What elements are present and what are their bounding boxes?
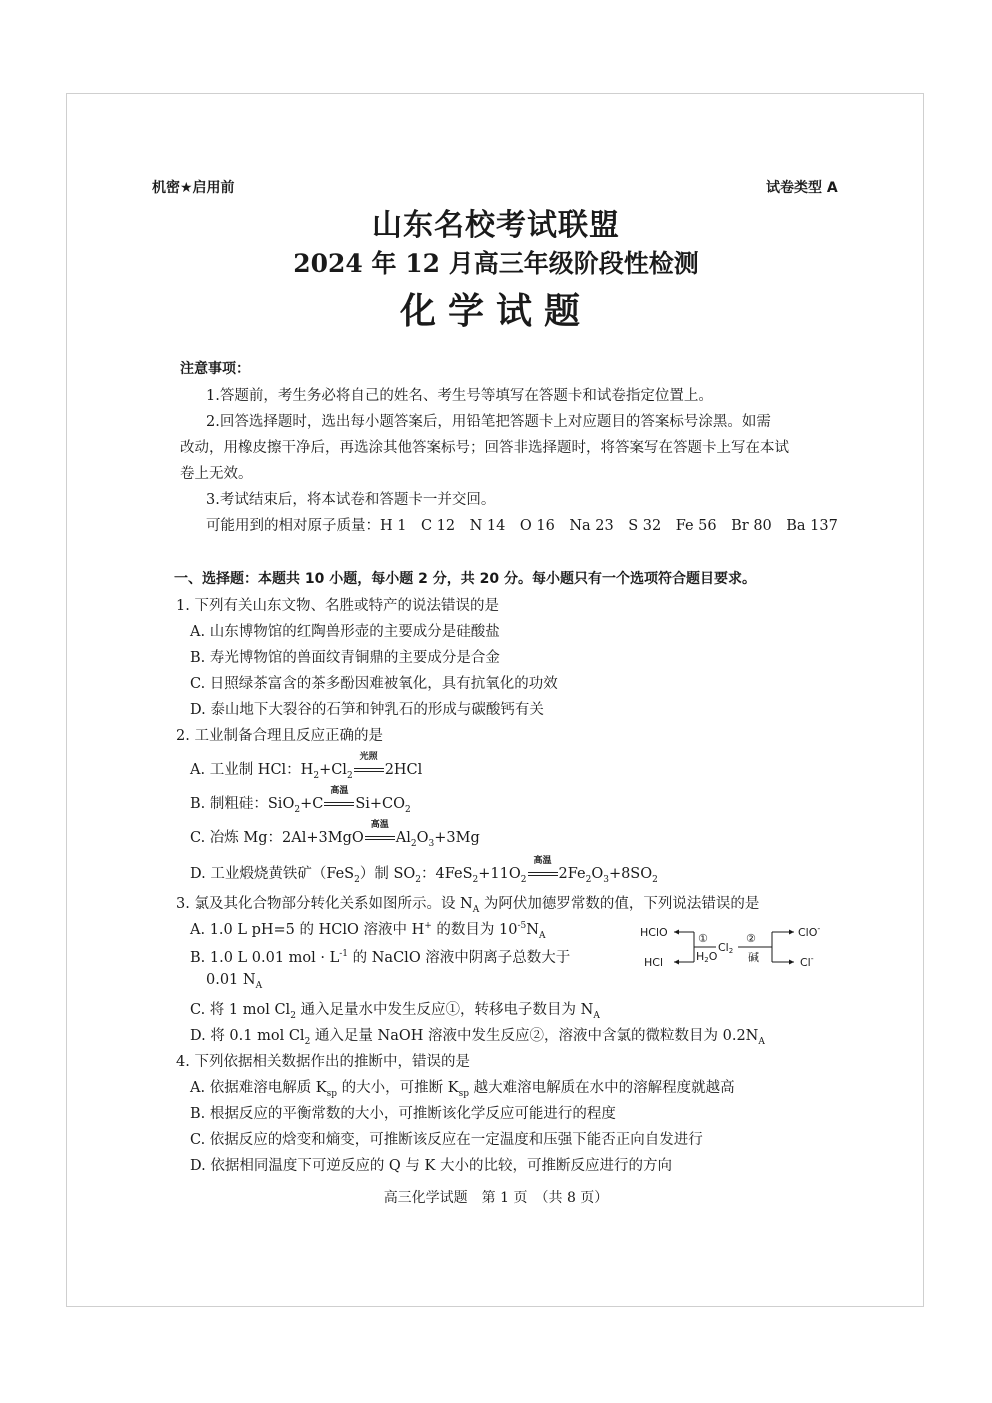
- exam-union-title: 山东名校考试联盟: [372, 208, 620, 243]
- diag-hclo: HClO: [640, 926, 668, 939]
- q3-option-a: A. 1.0 L pH=5 的 HClO 溶液中 H+ 的数目为 $10^{-5}N_A$: [190, 921, 546, 941]
- q3-option-d: D. 将 0.1 mol $Cl_2$ 通入足量 NaOH 溶液中发生反应②，溶液中含氯的微粒数目为 $0.2N_A$: [190, 1028, 765, 1047]
- page-footer: 高三化学试题 第 1 页 （共 8 页）: [383, 1190, 609, 1206]
- diag-base: 碱: [748, 951, 759, 964]
- subject-title: 化学试题: [399, 290, 592, 332]
- q3-stem: 3. 氯及其化合物部分转化关系如图所示。设 $N_A$ 为阿伏加德罗常数的值，下列说法错误的是: [176, 896, 760, 915]
- q4-stem: 4. 下列依据相关数据作出的推断中，错误的是: [176, 1054, 470, 1070]
- q1-option-d: D. 泰山地下大裂谷的石笋和钟乳石的形成与碳酸钙有关: [190, 702, 544, 718]
- q4-option-c: C. 依据反应的焓变和熵变，可推断该反应在一定温度和压强下能否正向自发进行: [190, 1132, 703, 1148]
- q2-stem: 2. 工业制备合理且反应正确的是: [176, 728, 383, 744]
- diag-water: H2O: [696, 950, 718, 964]
- notice-item-3: 3.考试结束后，将本试卷和答题卡一并交回。: [206, 492, 496, 508]
- diag-cl: Cl-: [800, 954, 814, 969]
- atomic-mass-line: 可能用到的相对原子质量：H 1 C 12 N 14 O 16 Na 23 S 32 Fe 56 Br 80 Ba 137: [206, 518, 838, 534]
- section-1-heading: 一、选择题：本题共 10 小题，每小题 2 分，共 20 分。每小题只有一个选项符合题目要求。: [174, 571, 756, 587]
- q3-option-c: C. 将 1 mol $Cl_2$ 通入足量水中发生反应①，转移电子数目为 $N_A$: [190, 1002, 600, 1021]
- q1-option-a: A. 山东博物馆的红陶兽形壶的主要成分是硅酸盐: [190, 624, 500, 640]
- q1-option-b: B. 寿光博物馆的兽面纹青铜鼎的主要成分是合金: [190, 650, 500, 666]
- notice-item-2b: 改动，用橡皮擦干净后，再选涂其他答案标号；回答非选择题时，将答案写在答题卡上写在本试: [180, 440, 789, 456]
- q3-option-b: B. 1.0 L 0.01 mol · $L^{-1}$ 的 NaClO 溶液中阴离子总数大于: [190, 949, 571, 966]
- diag-clo: ClO-: [798, 924, 821, 939]
- chlorine-conversion-diagram: [638, 918, 838, 978]
- q3-option-b-line2: 0.01 $N_A$: [206, 972, 263, 991]
- diag-hcl: HCl: [644, 956, 664, 969]
- q2-option-d: D. 工业煅烧黄铁矿（FeS$_2$）制 $SO_2$：$4FeS_2+11O_2$ 高温 $2Fe_2O_3+8SO_2$: [190, 856, 658, 885]
- diag-cl2: Cl2: [718, 941, 734, 955]
- secret-label: 机密★启用前: [152, 180, 235, 196]
- q4-option-d: D. 依据相同温度下可逆反应的 Q 与 K 大小的比较，可推断反应进行的方向: [190, 1158, 672, 1174]
- notice-heading: 注意事项：: [180, 361, 250, 377]
- q2-option-b: B. 制粗硅：SiO$_2$+C 高温 $Si+CO_2$: [190, 786, 411, 815]
- q1-stem: 1. 下列有关山东文物、名胜或特产的说法错误的是: [176, 598, 499, 614]
- notice-item-1: 1.答题前，考生务必将自己的姓名、考生号等填写在答题卡和试卷指定位置上。: [206, 388, 713, 404]
- notice-item-2c: 卷上无效。: [180, 466, 253, 482]
- paper-type-label: 试卷类型 A: [766, 180, 838, 196]
- diag-step-1: ①: [698, 932, 708, 945]
- q2-option-a: A. 工业制 HCl：$H_2+Cl_2$ 光照 2HCl: [190, 752, 423, 781]
- q2-option-c: C. 冶炼 Mg：2Al+3MgO 高温 $Al_2O_3+3Mg$: [190, 820, 480, 849]
- q4-option-b: B. 根据反应的平衡常数的大小，可推断该化学反应可能进行的程度: [190, 1106, 616, 1122]
- exam-date-title: 2024 年 12 月高三年级阶段性检测: [293, 249, 699, 278]
- diag-step-2: ②: [746, 932, 756, 945]
- q1-option-c: C. 日照绿茶富含的茶多酚因难被氧化，具有抗氧化的功效: [190, 676, 558, 692]
- notice-item-2a: 2.回答选择题时，选出每小题答案后，用铅笔把答题卡上对应题目的答案标号涂黑。如需: [206, 414, 771, 430]
- q4-option-a: A. 依据难溶电解质 $K_{sp}$ 的大小，可推断 $K_{sp}$ 越大难溶电解质在水中的溶解程度就越高: [190, 1080, 735, 1099]
